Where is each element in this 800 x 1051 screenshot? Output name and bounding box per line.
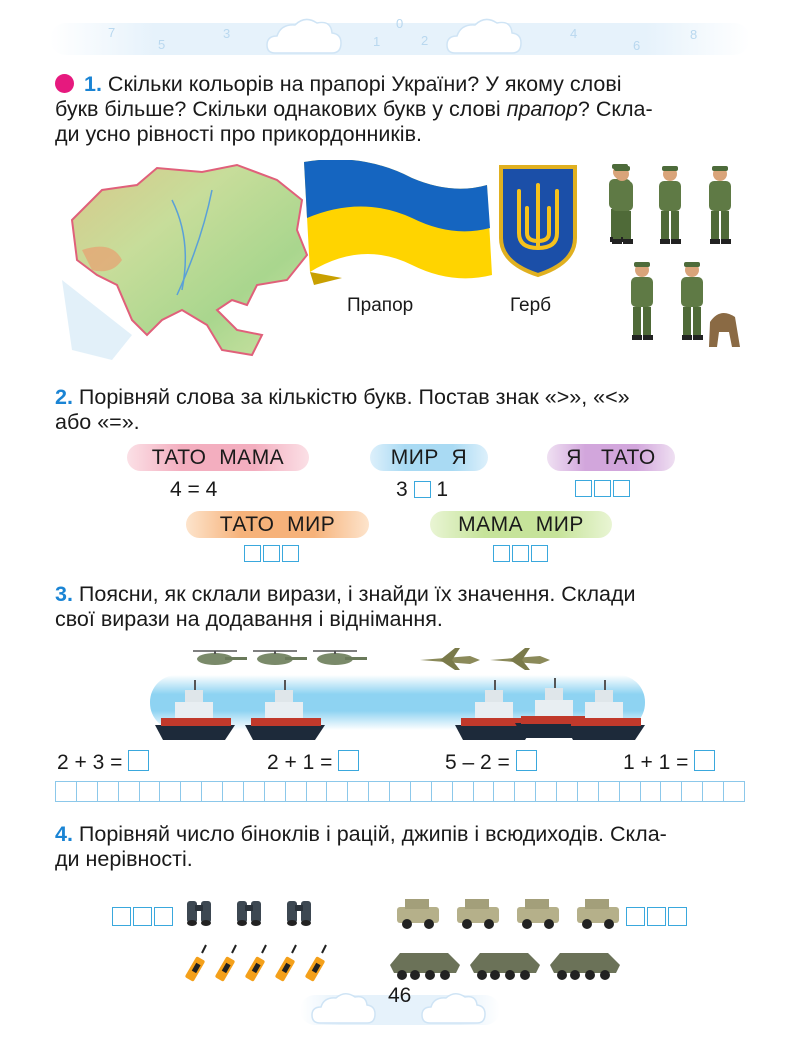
task1-line3: ди усно рівності про прикордонників.: [55, 122, 422, 146]
expression-2: [267, 750, 359, 775]
answer-box[interactable]: [133, 907, 152, 926]
task3-line2: свої вирази на додавання і віднімання.: [55, 607, 443, 631]
answer-box[interactable]: [154, 907, 173, 926]
expression-3: [445, 750, 537, 775]
task4-line1: Порівняй число біноклів і рацій, джипів і всюдиходів. Скла-: [78, 822, 667, 846]
word-left: ТАТО: [151, 446, 207, 469]
task1-line1: Скільки кольорів на прапорі України? У якому слові: [107, 72, 622, 96]
expression-answer-box[interactable]: [338, 750, 359, 771]
answer-box[interactable]: [626, 907, 645, 926]
answer-box[interactable]: [531, 545, 548, 562]
flag-caption: Прапор: [347, 295, 414, 316]
expression-1: [57, 750, 149, 775]
word-left: Я: [566, 446, 582, 469]
word-pair-mama-myr: [430, 511, 612, 538]
answer-myr-ya: [396, 478, 448, 502]
word-right: МАМА: [219, 446, 285, 469]
word-right: ТАТО: [600, 446, 656, 469]
task2-line1: Порівняй слова за кількістю букв. Постав знак «>», «<»: [78, 385, 630, 409]
task1-line2: букв більше? Скільки однакових букв у слові: [55, 97, 507, 121]
answer-ya-tato: [575, 480, 632, 500]
ukraine-map-image: [62, 160, 312, 370]
expression-answer-box[interactable]: [128, 750, 149, 771]
border-guards-image: [600, 162, 745, 362]
answer-box[interactable]: [112, 907, 131, 926]
answer-right: 1: [436, 478, 449, 501]
header-number: 7: [108, 25, 116, 40]
comparison-answer-box[interactable]: [414, 481, 431, 498]
header-number: 6: [633, 38, 641, 53]
word-pair-ya-tato: [547, 444, 675, 471]
task3-number: 3.: [55, 582, 73, 606]
answer-box[interactable]: [244, 545, 261, 562]
word-left: МИР: [390, 446, 439, 469]
word-pair-tato-mama: [127, 444, 309, 471]
header-number: 0: [396, 16, 404, 31]
task2-number: 2.: [55, 385, 73, 409]
task4-line2: ди нерівності.: [55, 847, 193, 871]
page-number: 46: [388, 984, 412, 1007]
answer-box[interactable]: [613, 480, 630, 497]
expression-text: 5 – 2 =: [445, 751, 510, 774]
word-left: МАМА: [458, 513, 524, 536]
task3-text: [55, 582, 745, 632]
word-pair-myr-ya: [370, 444, 488, 471]
expression-answer-box[interactable]: [516, 750, 537, 771]
answer-cell-strip[interactable]: [55, 781, 745, 802]
header-number: 8: [690, 27, 698, 42]
word-pair-tato-myr: [186, 511, 369, 538]
answer-box[interactable]: [594, 480, 611, 497]
answer-box[interactable]: [263, 545, 280, 562]
task2-text: [55, 385, 745, 435]
header-number: 5: [158, 37, 166, 52]
emblem-caption: Герб: [510, 295, 552, 316]
answer-box[interactable]: [512, 545, 529, 562]
task4-number: 4.: [55, 822, 73, 846]
task1-number: 1.: [84, 72, 102, 96]
expression-answer-box[interactable]: [694, 750, 715, 771]
word-right: Я: [451, 446, 468, 469]
task1-text: [55, 72, 745, 147]
answer-box[interactable]: [282, 545, 299, 562]
answer-left: 3: [396, 478, 408, 501]
answer-box[interactable]: [647, 907, 666, 926]
header-number: 1: [373, 34, 381, 49]
task4-text: [55, 822, 745, 872]
inequality-box-right: [626, 907, 689, 929]
bullet-dot-icon: [55, 74, 74, 93]
coat-of-arms-icon: [497, 163, 579, 278]
word-right: МИР: [535, 513, 584, 536]
header-number: 2: [421, 33, 429, 48]
answer-tato-myr: [244, 545, 301, 565]
expression-text: 1 + 1 =: [623, 751, 689, 774]
expression-text: 2 + 1 =: [267, 751, 333, 774]
task1-italic-word: прапор: [506, 97, 578, 121]
word-right: МИР: [287, 513, 336, 536]
ukraine-flag-image: [302, 160, 497, 285]
expression-text: 2 + 3 =: [57, 751, 123, 774]
answer-tato-mama: 4 = 4: [170, 478, 218, 501]
inequality-box-left: [112, 907, 175, 929]
task3-line1: Поясни, як склали вирази, і знайди їх значення. Склади: [78, 582, 636, 606]
helicopters-planes-boats-image: [150, 640, 645, 745]
answer-box[interactable]: [493, 545, 510, 562]
answer-mama-myr: [493, 545, 550, 565]
expression-4: [623, 750, 715, 775]
word-left: ТАТО: [219, 513, 275, 536]
task1-line2-end: ? Скла-: [577, 97, 653, 121]
answer-box[interactable]: [575, 480, 592, 497]
answer-box[interactable]: [668, 907, 687, 926]
header-number: 3: [223, 26, 231, 41]
task2-line2: або «=».: [55, 410, 140, 434]
header-number: 4: [570, 26, 578, 41]
